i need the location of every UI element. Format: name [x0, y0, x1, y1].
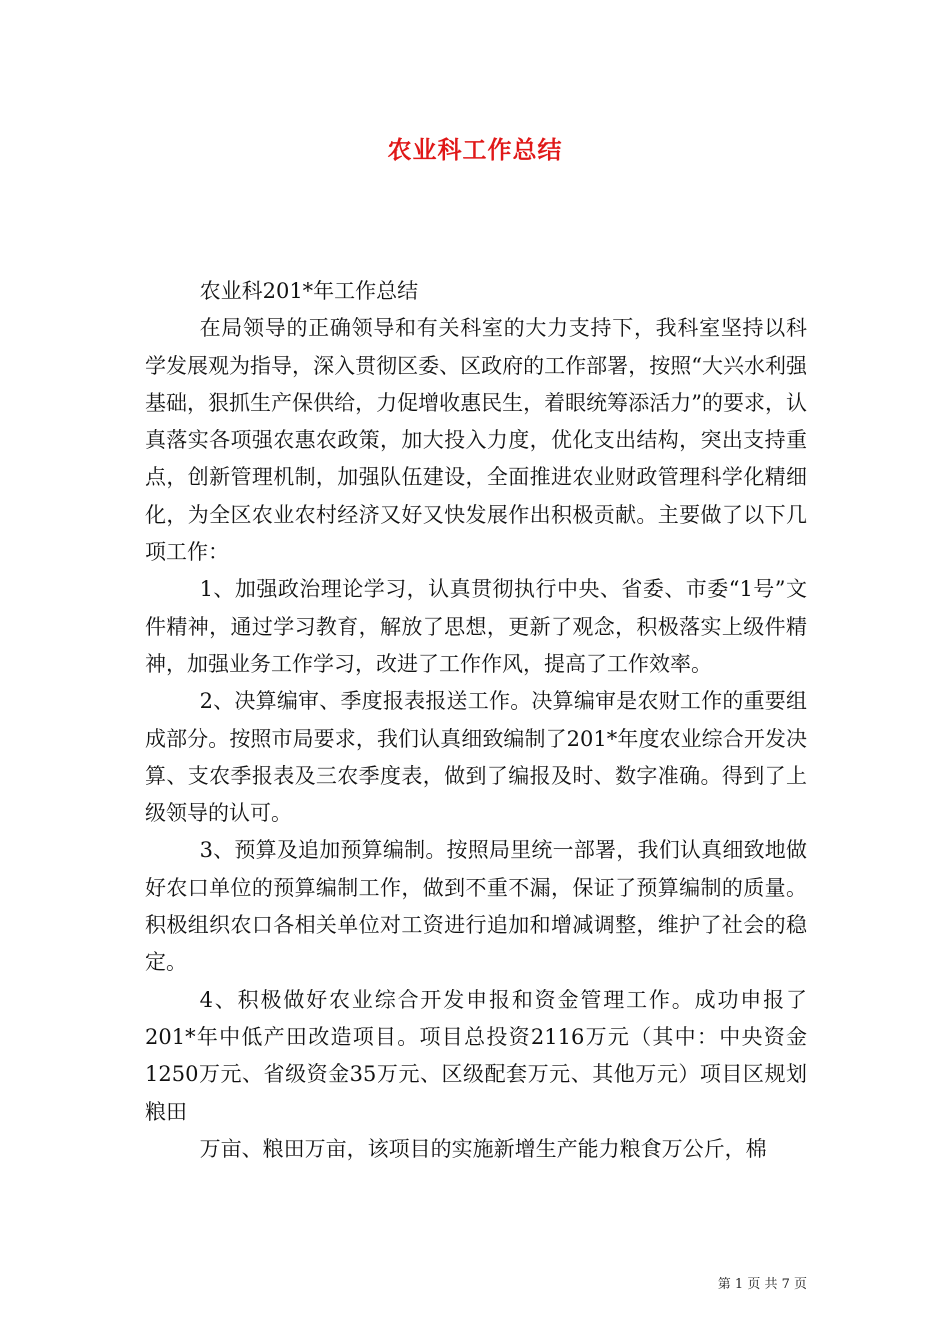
paragraph-intro: 在局领导的正确领导和有关科室的大力支持下，我科室坚持以科学发展观为指导，深入贯彻区委、区政府的工作部署，按照“大兴水利强基础，狠抓生产保供给，力促增收惠民生，着眼统筹添活力”的要求，认真落实各项强农惠农政策，加大投入力度，优化支出结构，突出支持重点，创新管理机制，加强队伍建设，全面推进农业财政管理科学化精细化，为全区农业农村经济又好又快发展作出积极贡献。主要做了以下几项工作： [145, 316, 807, 565]
paragraph-item-1: 1、加强政治理论学习，认真贯彻执行中央、省委、市委“1号”文件精神，通过学习教育，解放了思想，更新了观念，积极落实上级件精神，加强业务工作学习，改进了工作作风，提高了工作效率。 [145, 577, 807, 676]
paragraph-continued: 万亩、粮田万亩，该项目的实施新增生产能力粮食万公斤，棉 [199, 1136, 767, 1161]
paragraph-item-2: 2、决算编审、季度报表报送工作。决算编审是农财工作的重要组成部分。按照市局要求，我们认真细致编制了201*年度农业综合开发决算、支农季报表及三农季度表，做到了编报及时、数字准确。得到了上级领导的认可。 [145, 689, 807, 826]
paragraph-subtitle: 农业科201*年工作总结 [199, 279, 419, 303]
paragraph-item-3: 3、预算及追加预算编制。按照局里统一部署，我们认真细致地做好农口单位的预算编制工作，做到不重不漏，保证了预算编制的质量。积极组织农口各相关单位对工资进行追加和增减调整，维护了社会的稳定。 [145, 838, 807, 975]
paragraph-item-4: 4、积极做好农业综合开发申报和资金管理工作。成功申报了201*年中低产田改造项目。项目总投资2116万元（其中：中央资金1250万元、省级资金35万元、区级配套万元、其他万元）项目区规划粮田 [145, 987, 807, 1124]
document-body [145, 273, 807, 1168]
document-title: 农业科工作总结 [387, 136, 563, 164]
page-footer: 第 1 页 共 7 页 [717, 1277, 807, 1292]
